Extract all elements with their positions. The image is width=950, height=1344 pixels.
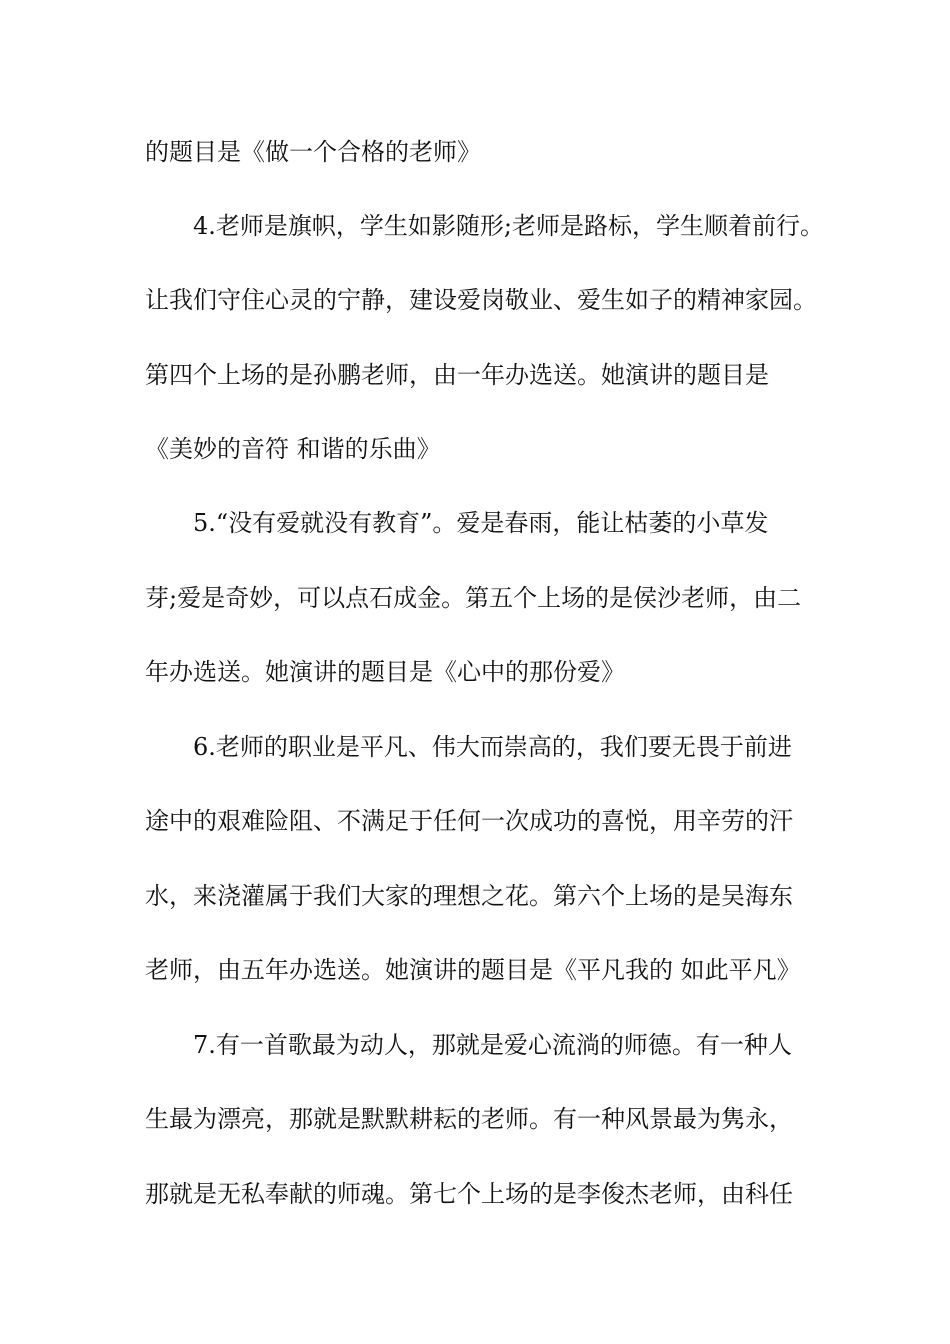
paragraph-6-line-4: 老师，由五年办选送。她演讲的题目是《平凡我的 如此平凡》 <box>145 956 801 984</box>
paragraph-7-line-2: 生最为漂亮，那就是默默耕耘的老师。有一种风景最为隽永， <box>145 1105 793 1133</box>
text-line-1: 的题目是《做一个合格的老师》 <box>145 138 481 166</box>
paragraph-4-line-1: 4.老师是旗帜，学生如影随形;老师是路标，学生顺着前行。 <box>193 212 824 240</box>
paragraph-7-line-3: 那就是无私奉献的师魂。第七个上场的是李俊杰老师，由科任 <box>145 1180 793 1208</box>
paragraph-4-line-2: 让我们守住心灵的宁静，建设爱岗敬业、爱生如子的精神家园。 <box>145 286 817 314</box>
paragraph-7-line-1: 7.有一首歌最为动人，那就是爱心流淌的师德。有一种人 <box>193 1031 792 1059</box>
paragraph-6-line-1: 6.老师的职业是平凡、伟大而崇高的，我们要无畏于前进 <box>193 733 792 761</box>
paragraph-5-line-3: 年办选送。她演讲的题目是《心中的那份爱》 <box>145 658 625 686</box>
paragraph-4-line-3: 第四个上场的是孙鹏老师，由一年办选送。她演讲的题目是 <box>145 361 769 389</box>
paragraph-6-line-2: 途中的艰难险阻、不满足于任何一次成功的喜悦，用辛劳的汗 <box>145 807 793 835</box>
paragraph-4-line-4: 《美妙的音符 和谐的乐曲》 <box>145 435 441 463</box>
paragraph-6-line-3: 水，来浇灌属于我们大家的理想之花。第六个上场的是吴海东 <box>145 882 793 910</box>
paragraph-5-line-1: 5.“没有爱就没有教育”。爱是春雨，能让枯萎的小草发 <box>193 509 769 537</box>
paragraph-5-line-2: 芽;爱是奇妙，可以点石成金。第五个上场的是侯沙老师，由二 <box>145 584 802 612</box>
